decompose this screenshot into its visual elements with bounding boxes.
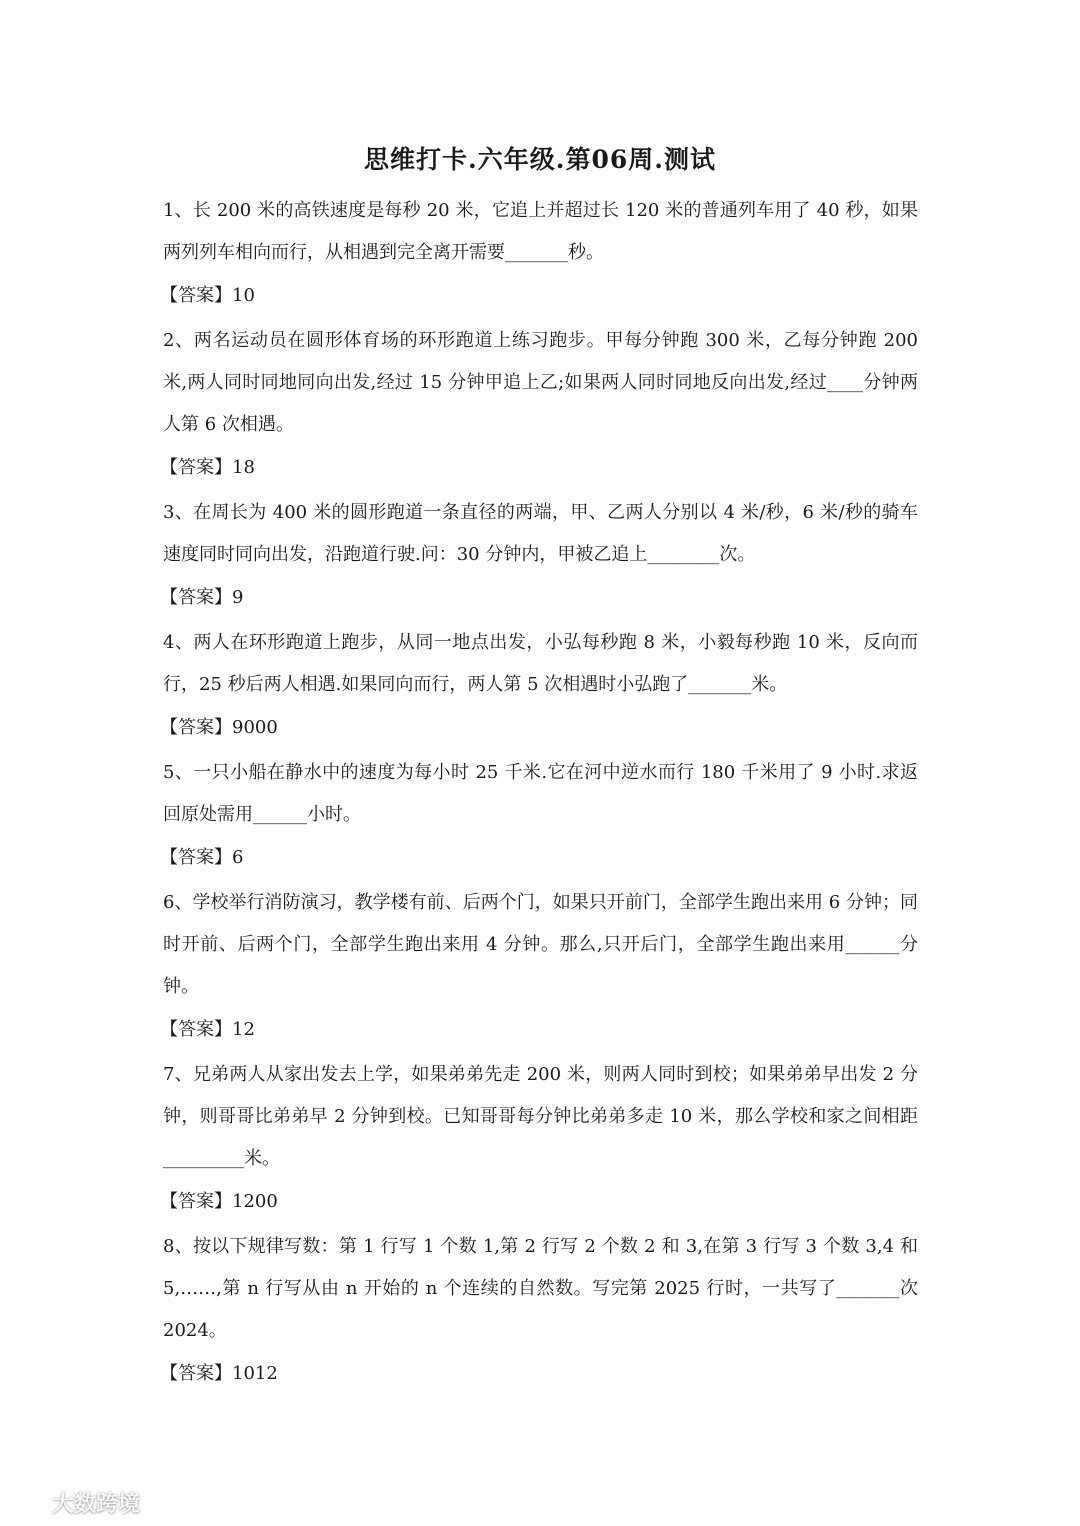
page-title: 思维打卡.六年级.第06周.测试 [364,145,716,174]
question-5: 5、一只小船在静水中的速度为每小时 25 千米.它在河中逆水而行 180 千米用了 9 小时.求返回原处需用______小时。 [163,762,918,825]
answer-3: 【答案】9 [160,587,244,608]
question-2: 2、两名运动员在圆形体育场的环形跑道上练习跑步。甲每分钟跑 300 米，乙每分钟跑 200 米,两人同时同地同向出发,经过 15 分钟甲追上乙;如果两人同时同地反向出发,经过____分钟两人第 6 次相遇。 [163,330,918,435]
chat-bubble-logo-icon [8,1489,48,1517]
watermark [8,1487,140,1518]
answer-4: 【答案】9000 [160,717,278,738]
watermark-text: 大数跨境 [52,1492,141,1517]
answer-2: 【答案】18 [160,457,255,478]
answer-1: 【答案】10 [160,285,255,306]
question-1: 1、长 200 米的高铁速度是每秒 20 米，它追上并超过长 120 米的普通列车用了 40 秒，如果两列列车相向而行，从相遇到完全离开需要_______秒。 [163,200,918,263]
answer-7: 【答案】1200 [160,1191,278,1212]
question-8: 8、按以下规律写数：第 1 行写 1 个数 1,第 2 行写 2 个数 2 和 3,在第 3 行写 3 个数 3,4 和 5,……,第 n 行写从由 n 开始的 n 个连续的自然数。写完第 2025 行时，一共写了_______次 2024。 [163,1236,918,1341]
answer-5: 【答案】6 [160,847,244,868]
answer-6: 【答案】12 [160,1019,255,1040]
answer-8: 【答案】1012 [160,1363,278,1384]
question-list [160,190,918,1398]
question-3: 3、在周长为 400 米的圆形跑道一条直径的两端，甲、乙两人分别以 4 米/秒，6 米/秒的骑车速度同时同向出发，沿跑道行驶.问：30 分钟内，甲被乙追上________次。 [163,502,918,565]
question-6: 6、学校举行消防演习，教学楼有前、后两个门，如果只开前门，全部学生跑出来用 6 分钟；同时开前、后两个门，全部学生跑出来用 4 分钟。那么,只开后门，全部学生跑出来用______分钟。 [163,892,918,997]
question-7: 7、兄弟两人从家出发去上学，如果弟弟先走 200 米，则两人同时到校；如果弟弟早出发 2 分钟，则哥哥比弟弟早 2 分钟到校。已知哥哥每分钟比弟弟多走 10 米，那么学校和家之间相距_________米。 [163,1064,918,1169]
question-4: 4、两人在环形跑道上跑步，从同一地点出发，小弘每秒跑 8 米，小毅每秒跑 10 米，反向而行，25 秒后两人相遇.如果同向而行，两人第 5 次相遇时小弘跑了_______米。 [163,632,918,695]
